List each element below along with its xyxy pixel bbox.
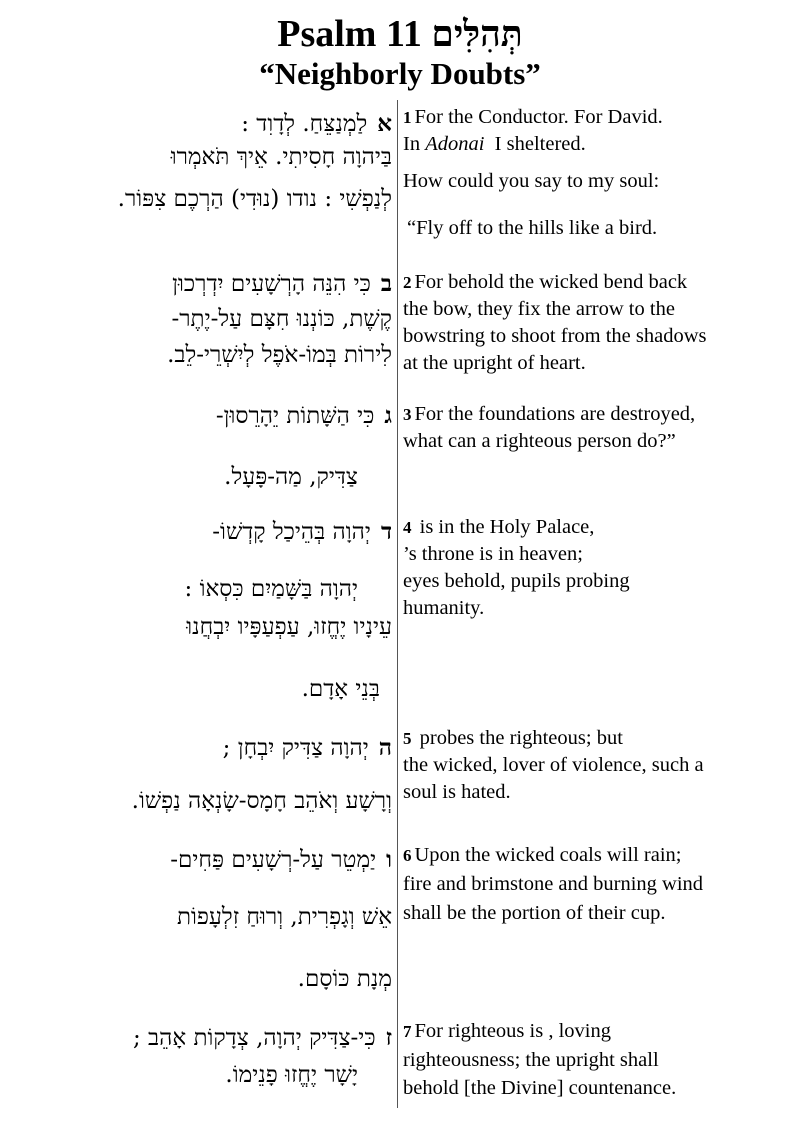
english-line: bowstring to shoot from the shadows <box>403 325 707 347</box>
english-line: the wicked, lover of violence, such a <box>403 754 704 776</box>
verse-number: 1 <box>403 108 412 127</box>
english-line: Upon the wicked coals will rain; <box>414 844 682 866</box>
hebrew-line: יָשָׁר יֶחֱזוּ פָנֵימוֹ. <box>225 1062 358 1088</box>
english-word: In <box>403 133 421 155</box>
hebrew-line: כִּי הִנֵּה הָרְשָׁעִים יִדְרְכוּן <box>172 271 371 297</box>
hebrew-line: לַמְנַצֵּחַ. לְדָוִד : <box>241 111 368 137</box>
hebrew-verse-number: ז <box>385 1024 392 1051</box>
hebrew-line: לְנַפְשִׁי : נודו (נוּדִי) הַרְכֶם צִפּוֹר. <box>117 186 392 212</box>
english-line: For righteous is <box>414 1020 544 1042</box>
english-verse-6 <box>403 841 788 928</box>
hebrew-verse-number: ו <box>386 846 392 873</box>
hebrew-line: לִירוֹת בְּמוֹ-אֹפֶל לְיִשְׁרֵי-לֵב. <box>167 342 392 368</box>
english-verse-3 <box>403 401 788 455</box>
english-line: “Fly off to the hills like a bird. <box>407 217 658 239</box>
hebrew-verse-number: ה <box>378 734 392 761</box>
hebrew-line: יְהוָה בַּשָּׁמַיִם כִּסְאוֹ : <box>184 576 358 602</box>
english-line: For the foundations are destroyed, <box>414 403 696 425</box>
hebrew-line: בַּיהוָה חָסִיתִי. אֵיךְ תֹּאמְרוּ <box>170 144 392 170</box>
english-line: what can a righteous person do?” <box>403 430 676 452</box>
english-verse-1 <box>403 104 788 242</box>
page-title <box>0 14 800 54</box>
english-line: is in the Holy Palace, <box>419 516 595 538</box>
title-hebrew: תְּהִלִּים <box>431 13 523 55</box>
hebrew-verse-5 <box>12 734 392 824</box>
english-line: , loving <box>548 1020 611 1042</box>
english-line: fire and brimstone and burning wind <box>403 873 704 895</box>
hebrew-line: יַמְטֵר עַל-רְשָׁעִים פַּחִים- <box>170 847 377 873</box>
hebrew-line: כִּי-צַדִּיק יְהוָה, צְדָקוֹת אָהֵב ; <box>132 1025 376 1051</box>
hebrew-line: קֶשֶׁת, כּוֹנְנוּ חִצָּם עַל-יֶתֶר- <box>171 306 392 332</box>
hebrew-line: וְרָשָׁע וְאֹהֵב חָמָס-שָׂנְאָה נַפְשׁוֹ. <box>131 788 392 814</box>
hebrew-line: אֵשׁ וְגָפְרִית, וְרוּחַ זִלְעָפוֹת <box>176 904 392 930</box>
english-verse-7 <box>403 1017 788 1102</box>
english-line: eyes behold, pupils probing <box>403 570 630 592</box>
column-divider <box>397 100 398 1108</box>
hebrew-verse-number: ג <box>384 402 392 429</box>
hebrew-verse-1 <box>12 110 392 220</box>
english-verse-5 <box>403 725 788 806</box>
hebrew-verse-6 <box>12 846 392 1006</box>
english-line: For behold the wicked bend back <box>414 271 688 293</box>
english-line: righteousness; the upright shall <box>403 1049 659 1071</box>
english-line: behold [the Divine] countenance. <box>403 1077 677 1099</box>
english-line: at the upright of heart. <box>403 352 586 374</box>
hebrew-line: מְנָת כּוֹסָם. <box>297 966 392 992</box>
hebrew-line: צַדִּיק, מַה-פָּעָל. <box>224 464 358 490</box>
hebrew-verse-3 <box>12 402 392 502</box>
hebrew-verse-7 <box>12 1024 392 1104</box>
english-line: the bow, they fix the arrow to the <box>403 298 675 320</box>
english-line: shall be the portion of their cup. <box>403 902 666 924</box>
hebrew-line: עֵינָיו יֶחֱזוּ, עַפְעַפָּיו יִבְחֲנוּ <box>186 614 392 640</box>
verse-number: 5 <box>403 729 412 748</box>
verse-number: 3 <box>403 405 412 424</box>
verse-number: 2 <box>403 273 412 292</box>
title-latin: Psalm 11 <box>277 13 422 55</box>
hebrew-verse-4 <box>12 518 392 708</box>
english-verse-2 <box>403 269 788 377</box>
hebrew-verse-number: ד <box>380 518 392 545</box>
english-line: For the Conductor. For David. <box>414 106 663 128</box>
english-line: How could you say to my soul: <box>403 170 660 192</box>
verse-number: 4 <box>403 518 412 537</box>
hebrew-line: יְהוָה בְּהֵיכַל קָדְשׁוֹ- <box>212 519 371 545</box>
divine-name: Adonai <box>425 133 485 155</box>
english-line: ’s throne is in heaven; <box>403 543 583 565</box>
english-line: soul is hated. <box>403 781 511 803</box>
hebrew-line: כִּי הַשָּׁתוֹת יֵהָרֵסוּן- <box>215 403 375 429</box>
english-line: humanity. <box>403 597 485 619</box>
page-subtitle: “Neighborly Doubts” <box>259 56 541 91</box>
verse-number: 7 <box>403 1022 412 1041</box>
hebrew-line: יְהוָה צַדִּיק יִבְחָן ; <box>222 735 369 761</box>
hebrew-verse-number: ב <box>380 270 392 297</box>
english-line: I sheltered. <box>494 133 586 155</box>
verse-number: 6 <box>403 846 412 865</box>
hebrew-line: בְּנֵי אָדָם. <box>301 676 380 702</box>
english-verse-4 <box>403 514 788 622</box>
hebrew-verse-number: א <box>377 110 392 137</box>
english-line: probes the righteous; but <box>419 727 623 749</box>
hebrew-verse-2 <box>12 270 392 380</box>
